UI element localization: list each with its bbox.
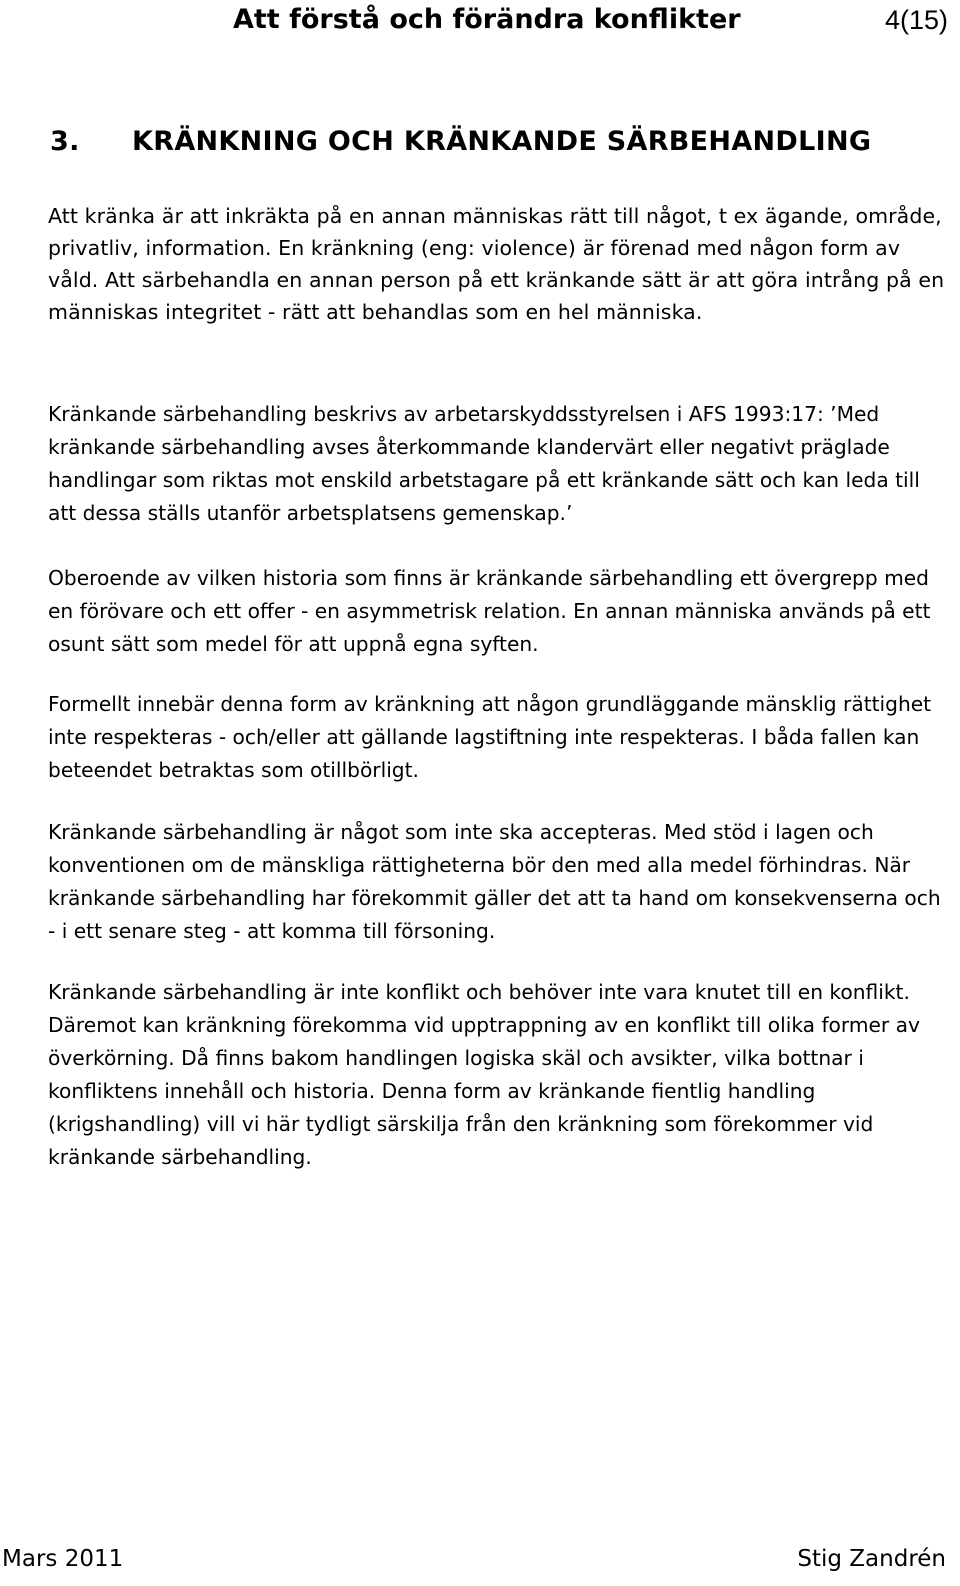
paragraph-definition: Att kränka är att inkräkta på en annan människas rätt till något, t ex ägande, område, privatliv, information. En kränkning (eng: violence) är förenad med någon form av våld. Att särbehandla en annan person på ett kränkande sätt är att göra intrång på en människas integritet - rätt att behandlas som en hel människa. (48, 204, 945, 324)
section-heading (50, 124, 871, 160)
section-title: KRÄNKNING OCH KRÄNKANDE SÄRBEHANDLING (132, 126, 872, 157)
document-title: Att förstå och förändra konflikter (233, 4, 741, 35)
section-number: 3. (50, 126, 80, 157)
paragraph-formal-meaning: Formellt innebär denna form av kränkning att någon grundläggande mänsklig rättighet inte respekteras - och/eller att gällande lagstiftning inte respekteras. I båda fallen kan beteendet betraktas som otillbörligt. (48, 692, 932, 782)
page-footer (0, 1536, 960, 1586)
paragraph-asymmetric-relation: Oberoende av vilken historia som finns är kränkande särbehandling ett övergrepp med en förövare och ett offer - en asymmetrisk relation. En annan människa används på ett osunt sätt som medel för att uppnå egna syften. (48, 566, 931, 656)
paragraph-not-accepted: Kränkande särbehandling är något som inte ska accepteras. Med stöd i lagen och konventionen om de mänskliga rättigheterna bör den med alla medel förhindras. När kränkande särbehandling har förekommit gäller det att ta hand om konsekvenserna och - i ett senare steg - att komma till försoning. (48, 820, 941, 943)
paragraph-afs-quote: Kränkande särbehandling beskrivs av arbetarskyddsstyrelsen i AFS 1993:17: ’Med kränkande särbehandling avses återkommande klandervärt eller negativt präglade handlingar som riktas mot enskild arbetstagare på ett kränkande sätt och kan leda till att dessa ställs utanför arbetsplatsens gemenskap.’ (48, 402, 920, 525)
page-number: 4(15) (884, 5, 948, 35)
page-header (0, 0, 960, 44)
footer-author: Stig Zandrén (797, 1546, 946, 1572)
paragraph-not-conflict: Kränkande särbehandling är inte konflikt och behöver inte vara knutet till en konflikt. Däremot kan kränkning förekomma vid upptrappning av en konflikt till olika former av överkörning. Då finns bakom handlingen logiska skäl och avsikter, vilka bottnar i konfliktens innehåll och historia. Denna form av kränkande fientlig handling (krigshandling) vill vi här tydligt särskilja från den kränkning som förekommer vid kränkande särbehandling. (48, 980, 920, 1169)
footer-date: Mars 2011 (2, 1546, 124, 1572)
